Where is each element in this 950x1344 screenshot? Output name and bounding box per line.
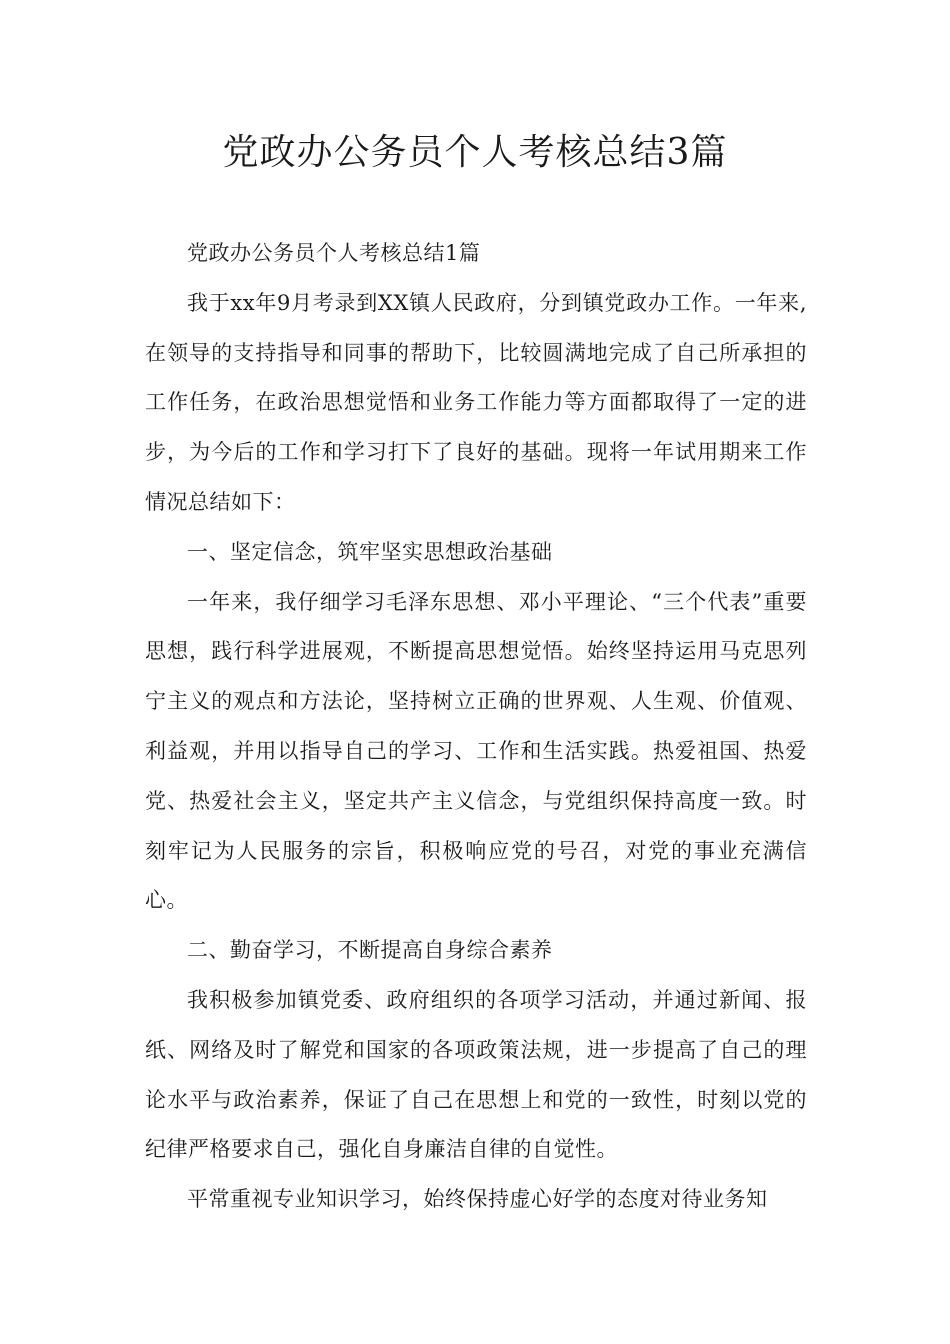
body-paragraph: 一年来，我仔细学习毛泽东思想、邓小平理论、“三个代表”重要思想，践行科学进展观，不断提高思想觉悟。始终坚持运用马克思列宁主义的观点和方法论，坚持树立正确的世界观、人生观、价值观、利益观，并用以指导自己的学习、工作和生活实践。热爱祖国、热爱党、热爱社会主义，坚定共产主义信念，与党组织保持高度一致。时刻牢记为人民服务的宗旨，积极响应党的号召，对党的事业充满信心。 <box>145 589 807 913</box>
body-paragraph: 平常重视专业知识学习，始终保持虚心好学的态度对待业务知 <box>187 1187 768 1212</box>
intro-paragraph: 我于xx年9月考录到XX镇人民政府，分到镇党政办工作。一年来,在领导的支持指导和同事的帮助下，比较圆满地完成了自己所承担的工作任务，在政治思想觉悟和业务工作能力等方面都取得了一定的进步，为今后的工作和学习打下了良好的基础。现将一年试用期来工作情况总结如下： <box>145 290 807 514</box>
document-title: 党政办公务员个人考核总结3篇 <box>222 132 728 173</box>
section-subtitle: 党政办公务员个人考核总结1篇 <box>187 241 481 265</box>
document-body <box>145 229 807 1225</box>
section-heading-1: 一、坚定信念，筑牢坚实思想政治基础 <box>187 539 553 564</box>
section-heading-2: 二、勤奋学习，不断提高自身综合素养 <box>187 938 553 963</box>
body-paragraph: 我积极参加镇党委、政府组织的各项学习活动，并通过新闻、报纸、网络及时了解党和国家的各项政策法规，进一步提高了自己的理论水平与政治素养，保证了自己在思想上和党的一致性，时刻以党的纪律严格要求自己，强化自身廉洁自律的自觉性。 <box>145 987 807 1162</box>
